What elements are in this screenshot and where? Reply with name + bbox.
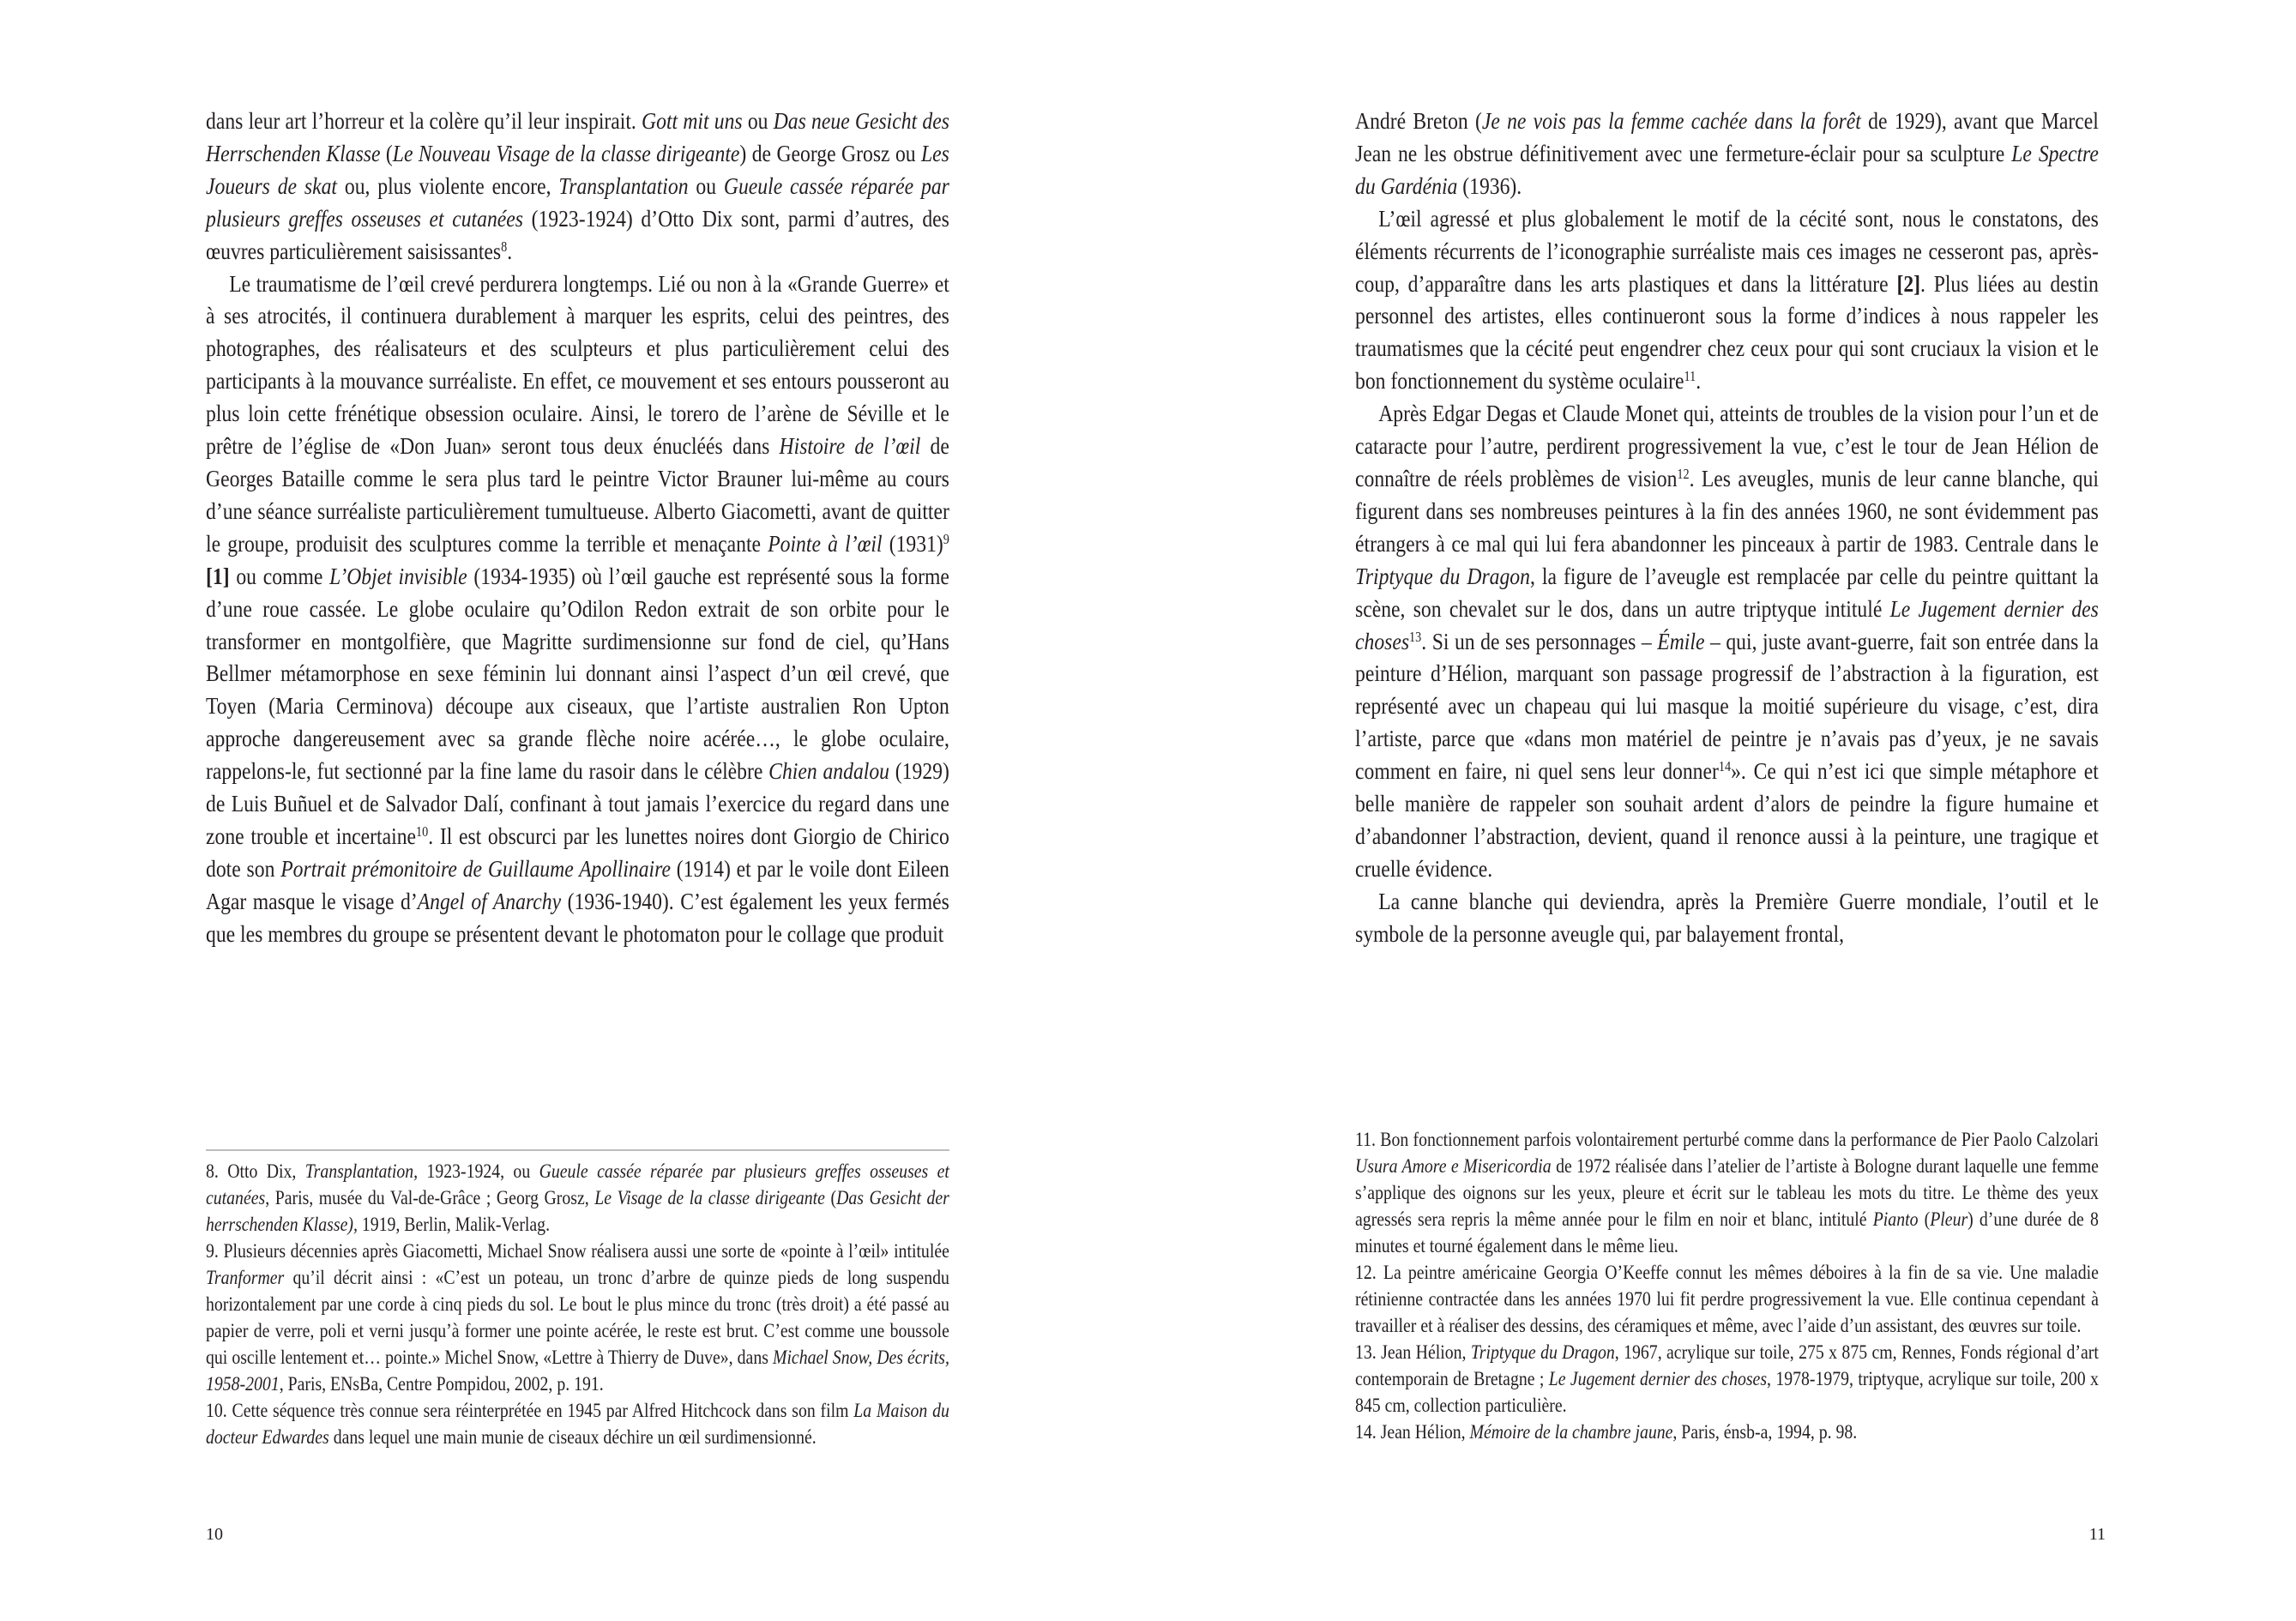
italic-title: Histoire de l’œil (779, 432, 921, 460)
text-run: ) de George Grosz ou (739, 139, 922, 166)
text-run: (1936-1940). C’est également les yeux fermés que les membres du groupe se présentent devant le photomaton pour le collage que produit (206, 887, 949, 947)
text-run: 10. Cette séquence très connue sera réinterprétée en 1945 par Alfred Hitchcock dans son film (206, 1400, 854, 1421)
italic-title: Das Gesicht der herrschenden Klasse), (206, 1187, 949, 1235)
italic-title: Le Jugement dernier des choses (1548, 1368, 1768, 1389)
text-run: (1929) de Luis Buñuel et de Salvador Dalí, confinant à tout jamais l’exercice du regard dans une zone trouble et incertaine (206, 757, 949, 849)
text-run: 11. Bon fonctionnement parfois volontairement perturbé comme dans la performance de Pier Paolo Calzolari (1355, 1129, 2099, 1150)
text-run: qu’il décrit ainsi : «C’est un poteau, un tronc d’arbre de quinze pieds de long suspendu horizontalement par une corde à cinq pieds du sol. Le bout le plus mince du tronc (très droit) a été passé au papier de verre, poli et verni jusqu’à former une pointe acérée, le reste est brut. C’est comme une boussole qui oscille lentement et… pointe.» Michel Snow, «Lettre à Thierry de Duve», dans (206, 1267, 949, 1368)
text-run: 13. Jean Hélion, (1355, 1341, 1471, 1363)
footnote (1355, 1339, 2099, 1419)
footnote (206, 1158, 949, 1238)
text-run: (1923-1924) d’Otto Dix sont, parmi d’autres, des œuvres particulièrement saisissantes (206, 204, 949, 264)
right-page-footnotes (1355, 1126, 2099, 1445)
paragraph (1355, 105, 2099, 202)
text-run: (1914) et par le voile dont Eileen Agar masque le visage d’ (206, 854, 949, 914)
text-run: ou comme (229, 562, 330, 589)
left-page-footnotes (206, 1158, 949, 1450)
italic-title: Pleur (1930, 1208, 1968, 1230)
text-run: – qui, juste avant-guerre, fait son entrée dans la peinture d’Hélion, marquant son passage progressif de l’abstraction à la figuration, est représenté avec un chapeau qui lui masque la moitié supérieure du visage, c’est, dira l’artiste, parce que «dans mon matériel de peintre je n’avais pas d’yeux, je ne savais comment en faire, ni quel sens leur donner (1355, 627, 2099, 785)
italic-title: Émile (1657, 627, 1705, 654)
text-run: dans lequel une main munie de ciseaux déchire un œil surdimensionné. (328, 1426, 817, 1448)
footnote (206, 1238, 949, 1397)
text-run: 8. Otto Dix, (206, 1160, 305, 1182)
footnote-reference: 11 (1684, 368, 1696, 385)
footnote-divider (206, 1149, 949, 1151)
text-run: ou (742, 107, 774, 134)
text-run: André Breton ( (1355, 107, 1482, 134)
text-run: dans leur art l’horreur et la colère qu’il leur inspirait. (206, 107, 642, 134)
italic-title: Le Nouveau Visage de la classe dirigeante (392, 139, 740, 166)
italic-title: Chien andalou (768, 757, 890, 785)
italic-title: Le Spectre du Gardénia (1355, 139, 2099, 199)
text-run: , 1967, acrylique sur toile, 275 x 875 cm, Rennes, Fonds régional d’art contemporain de Bretagne ; (1355, 1341, 2099, 1389)
italic-title: Gueule cassée réparée par plusieurs greffes osseuses et cutanées (206, 1160, 949, 1208)
paragraph (1355, 885, 2099, 950)
footnote (206, 1397, 949, 1450)
italic-title: La Maison du docteur Edwardes (206, 1400, 949, 1448)
italic-title: Le Visage de la classe dirigeante (594, 1187, 825, 1208)
text-run: , Paris, ENsBa, Centre Pompidou, 2002, p. 191. (279, 1373, 604, 1395)
italic-title: Triptyque du Dragon (1470, 1341, 1615, 1363)
text-run: de 1972 réalisée dans l’atelier de l’artiste à Bologne durant laquelle une femme s’applique des oignons sur les yeux, pleure et écrit sur le tableau les mots du titre. Le thème des yeux agressés sera repris la même année pour le film en noir et blanc, intitulé (1355, 1155, 2099, 1230)
text-run: Après Edgar Degas et Claude Monet qui, atteints de troubles de la vision pour l’un et de cataracte pour l’autre, perdirent progressivement la vue, c’est le tour de Jean Hélion de connaître de réels problèmes de vision (1355, 400, 2099, 491)
text-run: ou, plus violente encore, (337, 172, 559, 199)
italic-title: Transplantation (558, 172, 689, 199)
italic-title: Pianto (1872, 1208, 1919, 1230)
italic-title: L’Objet invisible (329, 562, 467, 589)
text-run: 14. Jean Hélion, (1355, 1421, 1470, 1443)
italic-title: Transplantation, (304, 1160, 419, 1182)
italic-title: Portrait prémonitoire de Guillaume Apollinaire (280, 854, 671, 882)
figure-reference: [2] (1896, 269, 1921, 297)
italic-title: Tranformer (206, 1267, 285, 1288)
figure-reference: [1] (206, 562, 230, 589)
text-run: . (1696, 367, 1702, 395)
italic-title: Triptyque du Dragon (1355, 562, 1530, 589)
text-run: . Les aveugles, munis de leur canne blanche, qui figurent dans ses nombreuses peintures à la fin des années 1960, ne sont évidemment pas étrangers à ce mal qui lui fera abandonner les pinceaux à partir de 1983. Centrale dans le (1355, 464, 2099, 557)
text-run: . Il est obscurci par les lunettes noires dont Giorgio de Chirico dote son (206, 822, 949, 882)
text-run: ( (380, 139, 393, 166)
paragraph (1355, 202, 2099, 397)
text-run: 1923-1924, ou (418, 1160, 539, 1182)
text-run: 9. Plusieurs décennies après Giacometti, Michael Snow réalisera aussi une sorte de «pointe à l’œil» intitulée (206, 1240, 949, 1262)
text-run: ( (1918, 1208, 1931, 1230)
footnote (1355, 1126, 2099, 1259)
italic-title: Michael Snow, Des écrits, 1958-2001 (206, 1347, 949, 1395)
text-run: L’œil agressé et plus globalement le motif de la cécité sont, nous le constatons, des éléments récurrents de l’iconographie surréaliste mais ces images ne cesseront pas, après-coup, d’apparaître dans les arts plastiques et dans la littérature (1355, 204, 2099, 297)
italic-title: Pointe à l’œil (768, 529, 883, 557)
footnote-reference: 12 (1677, 465, 1690, 482)
text-run: . (507, 237, 513, 264)
text-run: ( (824, 1187, 837, 1208)
text-run: ) d’une durée de 8 minutes et tourné également dans le même lieu. (1355, 1208, 2099, 1256)
italic-title: Angel of Anarchy (417, 887, 562, 914)
text-run: , la figure de l’aveugle est remplacée par celle du peintre quittant la scène, son chevalet sur le dos, dans un autre triptyque intitulé (1355, 562, 2099, 622)
text-run: , Paris, musée du Val-de-Grâce ; Georg Grosz, (265, 1187, 595, 1208)
page-number-left: 10 (206, 1525, 223, 1544)
text-run: de 1929), avant que Marcel Jean ne les obstrue définitivement avec une fermeture-éclair pour sa sculpture (1355, 107, 2099, 166)
text-run: . Si un de ses personnages – (1421, 627, 1658, 654)
italic-title: Mémoire de la chambre jaune (1469, 1421, 1673, 1443)
text-run: , Paris, énsb-a, 1994, p. 98. (1672, 1421, 1858, 1443)
text-run: La canne blanche qui deviendra, après la Première Guerre mondiale, l’outil et le symbole de la personne aveugle qui, par balayement frontal, (1355, 887, 2099, 947)
footnote (1355, 1419, 2099, 1445)
paragraph (206, 105, 949, 268)
text-run: de Georges Bataille comme le sera plus tard le peintre Victor Brauner lui-même au cours d’une séance surréaliste particulièrement tumultueuse. Alberto Giacometti, avant de quitter le groupe, produisit des sculptures comme la terrible et menaçante (206, 432, 949, 557)
text-run: Le traumatisme de l’œil crevé perdurera longtemps. Lié ou non à la «Grande Guerre» et à ses atrocités, il continuera durablement à marquer les esprits, celui des peintres, des photographes, des réalisateurs et des sculpteurs et plus particulièrement celui des participants à la mouvance surréaliste. En effet, ce mouvement et ses entours pousseront au plus loin cette frénétique obsession oculaire. Ainsi, le torero de l’arène de Séville et le prêtre de l’église de «Don Juan» seront tous deux énucléés dans (206, 269, 949, 460)
text-run: , 1978-1979, triptyque, acrylique sur toile, 200 x 845 cm, collection particulière. (1355, 1368, 2099, 1416)
right-page-body (1355, 105, 2099, 950)
paragraph (206, 268, 949, 950)
footnote-reference: 14 (1718, 758, 1732, 775)
text-run: (1931) (882, 529, 943, 557)
italic-title: Das neue Gesicht des Herrschenden Klasse (206, 107, 949, 166)
text-run: ou (688, 172, 724, 199)
footnote-reference: 8 (501, 238, 508, 255)
text-run: 12. La peintre américaine Georgia O’Keeffe connut les mêmes déboires à la fin de sa vie. Une maladie rétinienne contractée dans les années 1970 lui fit perdre progressivement la vue. Elle continua cependant à travailler et à réaliser des dessins, des céramiques et même, avec l’aide d’un assistant, des œuvres sur toile. (1355, 1262, 2099, 1336)
text-run: . Plus liées au destin personnel des artistes, elles continueront sous la forme d’indices à nous rappeler les traumatismes que la cécité peut engendrer chez ceux pour qui sont cruciaux la vision et le bon fonctionnement du système oculaire (1355, 269, 2099, 395)
left-page-body (206, 105, 949, 950)
text-run: (1936). (1457, 172, 1522, 199)
text-run: (1934-1935) où l’œil gauche est représenté sous la forme d’une roue cassée. Le globe oculaire qu’Odilon Redon extrait de son orbite pour le transformer en montgolfière, que Magritte surdimensionne sur fond de ciel, qu’Hans Bellmer métamorphose en sexe féminin lui donnant ainsi l’aspect d’un œil crevé, que Toyen (Maria Cerminova) découpe aux ciseaux, que l’artiste australien Ron Upton approche dangereusement avec sa grande flèche noire acérée…, le globe oculaire, rappelons-le, fut sectionné par la fine lame du rasoir dans le célèbre (206, 562, 949, 785)
footnote (1355, 1259, 2099, 1339)
italic-title: Gott mit uns (642, 107, 743, 134)
italic-title: Gueule cassée réparée par plusieurs greffes osseuses et cutanées (206, 172, 949, 232)
text-run: ». Ce qui n’est ici que simple métaphore et belle manière de rappeler son souhait ardent d’alors de peindre la figure humaine et d’abandonner l’abstraction, devient, quand il renonce aussi à la peinture, une tragique et cruelle évidence. (1355, 757, 2099, 882)
italic-title: Le Jugement dernier des choses (1355, 594, 2099, 654)
footnote-reference: 13 (1409, 628, 1422, 645)
italic-title: Les Joueurs de skat (206, 139, 949, 199)
footnote-reference: 10 (416, 823, 429, 840)
italic-title: Usura Amore e Misericordia (1355, 1155, 1552, 1177)
italic-title: Je ne vois pas la femme cachée dans la forêt (1481, 107, 1861, 134)
text-run: 1919, Berlin, Malik-Verlag. (357, 1214, 551, 1235)
footnote-reference: 9 (943, 530, 949, 547)
paragraph (1355, 397, 2099, 885)
page-number-right: 11 (2088, 1525, 2106, 1544)
